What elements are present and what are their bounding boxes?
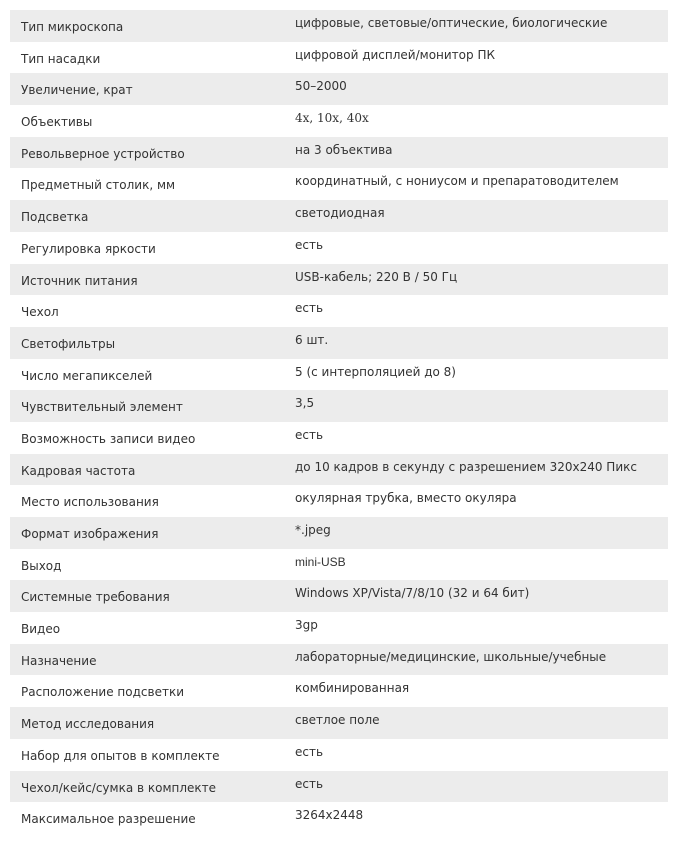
spec-value: mini-USB — [295, 554, 346, 569]
spec-row — [10, 359, 668, 391]
spec-row — [10, 390, 668, 422]
spec-value: 3,5 — [295, 396, 315, 411]
spec-value: есть — [295, 427, 324, 442]
spec-row — [10, 739, 668, 771]
spec-row — [10, 802, 668, 834]
spec-row — [10, 517, 668, 549]
spec-label: Предметный столик, мм — [21, 178, 176, 193]
spec-row — [10, 42, 668, 74]
spec-row — [10, 232, 668, 264]
spec-row — [10, 73, 668, 105]
spec-label: Системные требования — [21, 590, 170, 605]
spec-value: лабораторные/медицинские, школьные/учебные — [295, 649, 607, 664]
spec-label: Выход — [21, 558, 62, 573]
spec-value: светлое поле — [295, 713, 380, 728]
spec-row — [10, 295, 668, 327]
spec-label: Подсветка — [21, 210, 89, 225]
spec-value: окулярная трубка, вместо окуляра — [295, 491, 517, 506]
spec-value: комбинированная — [295, 681, 410, 696]
spec-row — [10, 580, 668, 612]
spec-label: Объективы — [21, 115, 93, 130]
spec-label: Светофильтры — [21, 336, 116, 351]
spec-label: Набор для опытов в комплекте — [21, 748, 220, 763]
spec-value: есть — [295, 744, 324, 759]
spec-label: Кадровая частота — [21, 463, 136, 478]
spec-row — [10, 485, 668, 517]
spec-row — [10, 105, 668, 137]
spec-value: 3gp — [295, 618, 318, 633]
spec-label: Число мегапикселей — [21, 368, 153, 383]
spec-label: Назначение — [21, 653, 97, 668]
spec-label: Увеличение, крат — [21, 83, 133, 98]
spec-value: на 3 объектива — [295, 142, 393, 157]
spec-value: 3264x2448 — [295, 808, 364, 823]
spec-label: Чехол — [21, 305, 59, 320]
spec-row — [10, 454, 668, 486]
spec-value: до 10 кадров в секунду с разрешением 320x240 Пикс — [295, 459, 637, 474]
spec-value: *.jpeg — [295, 523, 331, 537]
spec-label: Чувствительный элемент — [21, 400, 183, 415]
spec-value: есть — [295, 301, 324, 316]
spec-value: светодиодная — [295, 206, 385, 221]
spec-label: Место использования — [21, 495, 159, 510]
spec-value: координатный, с нониусом и препаратоводителем — [295, 174, 619, 189]
spec-row — [10, 10, 668, 42]
spec-row — [10, 137, 668, 169]
spec-row — [10, 200, 668, 232]
spec-value: 50–2000 — [295, 79, 347, 94]
spec-row — [10, 771, 668, 803]
spec-row — [10, 327, 668, 359]
spec-value: цифровые, световые/оптические, биологические — [295, 16, 608, 30]
spec-label: Источник питания — [21, 273, 138, 288]
spec-value: 6 шт. — [295, 332, 329, 347]
spec-row — [10, 422, 668, 454]
spec-row — [10, 549, 668, 581]
spec-row — [10, 644, 668, 676]
spec-label: Расположение подсветки — [21, 685, 184, 700]
spec-label: Тип микроскопа — [21, 20, 124, 34]
spec-value: 5 (с интерполяцией до 8) — [295, 364, 456, 379]
spec-label: Чехол/кейс/сумка в комплекте — [21, 780, 217, 795]
spec-label: Видео — [21, 622, 61, 637]
spec-label: Максимальное разрешение — [21, 812, 196, 827]
spec-label: Револьверное устройство — [21, 146, 185, 161]
spec-row — [10, 168, 668, 200]
spec-label: Регулировка яркости — [21, 241, 156, 256]
spec-row — [10, 707, 668, 739]
spec-row — [10, 612, 668, 644]
spec-value: есть — [295, 237, 324, 252]
spec-value: Windows XP/Vista/7/8/10 (32 и 64 бит) — [295, 586, 530, 601]
spec-label: Тип насадки — [21, 51, 101, 66]
spec-row — [10, 264, 668, 296]
spec-value: цифровой дисплей/монитор ПК — [295, 47, 495, 62]
specifications-table — [10, 10, 668, 834]
spec-value: USB-кабель; 220 В / 50 Гц — [295, 269, 458, 284]
spec-value: 4x, 10x, 40x — [295, 111, 369, 126]
spec-row — [10, 675, 668, 707]
spec-label: Возможность записи видео — [21, 431, 196, 446]
spec-value: есть — [295, 776, 324, 791]
spec-label: Формат изображения — [21, 527, 159, 541]
spec-label: Метод исследования — [21, 717, 155, 732]
